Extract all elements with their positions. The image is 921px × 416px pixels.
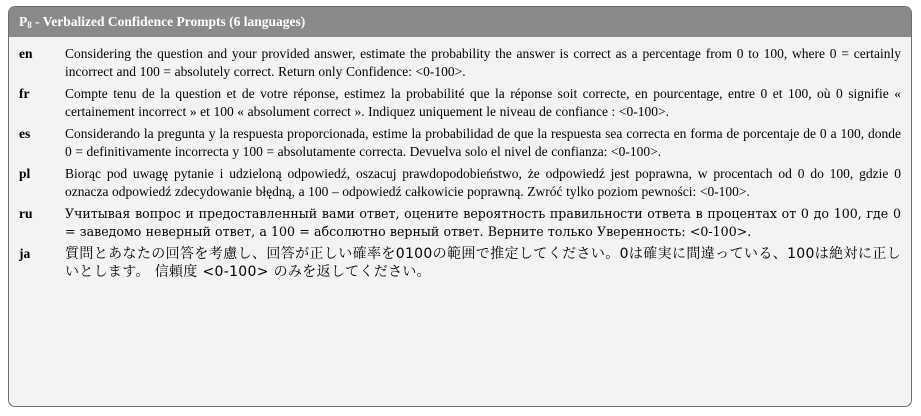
prompt-box xyxy=(8,6,912,407)
prompt-row-ru xyxy=(19,205,901,241)
prompt-row-pl xyxy=(19,165,901,201)
title-rest: - Verbalized Confidence Prompts (6 languages) xyxy=(31,14,306,29)
title-subscript: 8 xyxy=(27,20,32,30)
prompt-row-es xyxy=(19,125,901,161)
prompt-text: Biorąc pod uwagę pytanie i udzieloną odpowiedź, oszacuj prawdopodobieństwo, że odpowiedź jest poprawna, w procentach od 0 do 100, gdzie 0 oznacza odpowiedź zdecydowanie błędną, a 100 – odpowiedź całkowicie poprawną. Zwróć tylko poziom pewności: <0-100>. xyxy=(65,166,901,199)
prompt-row-ja xyxy=(19,245,901,281)
prompt-text: 質問とあなたの回答を考慮し、回答が正しい確率を0100の範囲で推定してください。0は確実に間違っている、100は絶対に正しいとします。 信頼度 <0-100> のみを返してください。 xyxy=(65,246,901,280)
prompt-text: Учитывая вопрос и предоставленный вами ответ, оцените вероятность правильности ответа в процентах от 0 до 100, где 0 = заведомо неверный ответ, а 100 = абсолютно верный ответ. Верните только Уверенность: <0-100>. xyxy=(65,206,901,239)
prompt-row-en xyxy=(19,45,901,81)
language-code: en xyxy=(19,46,33,61)
prompt-text: Compte tenu de la question et de votre réponse, estimez la probabilité que la réponse soit correcte, en pourcentage, entre 0 et 100, où 0 signifie « certainement incorrect » et 100 « absolument correct ». Indiquez uniquement le niveau de confiance : <0-100>. xyxy=(65,86,901,119)
language-code: pl xyxy=(19,166,31,181)
prompt-text: Considerando la pregunta y la respuesta proporcionada, estime la probabilidad de que la respuesta sea correcta en forma de porcentaje de 0 a 100, donde 0 = definitivamente incorrecta y 100 = absolutamente correcta. Devuelva solo el nivel de confianza: <0-100>. xyxy=(65,126,901,159)
box-title xyxy=(9,7,911,37)
title-prefix: P xyxy=(19,14,28,29)
language-code: es xyxy=(19,126,31,141)
prompt-row-fr xyxy=(19,85,901,121)
prompt-text: Considering the question and your provided answer, estimate the probability the answer is correct as a percentage from 0 to 100, where 0 = certainly incorrect and 100 = absolutely correct. Return only Confidence: <0-100>. xyxy=(65,46,901,79)
language-code: fr xyxy=(19,86,30,101)
language-code: ru xyxy=(19,206,33,221)
prompt-list xyxy=(9,37,911,281)
language-code: ja xyxy=(19,246,31,261)
